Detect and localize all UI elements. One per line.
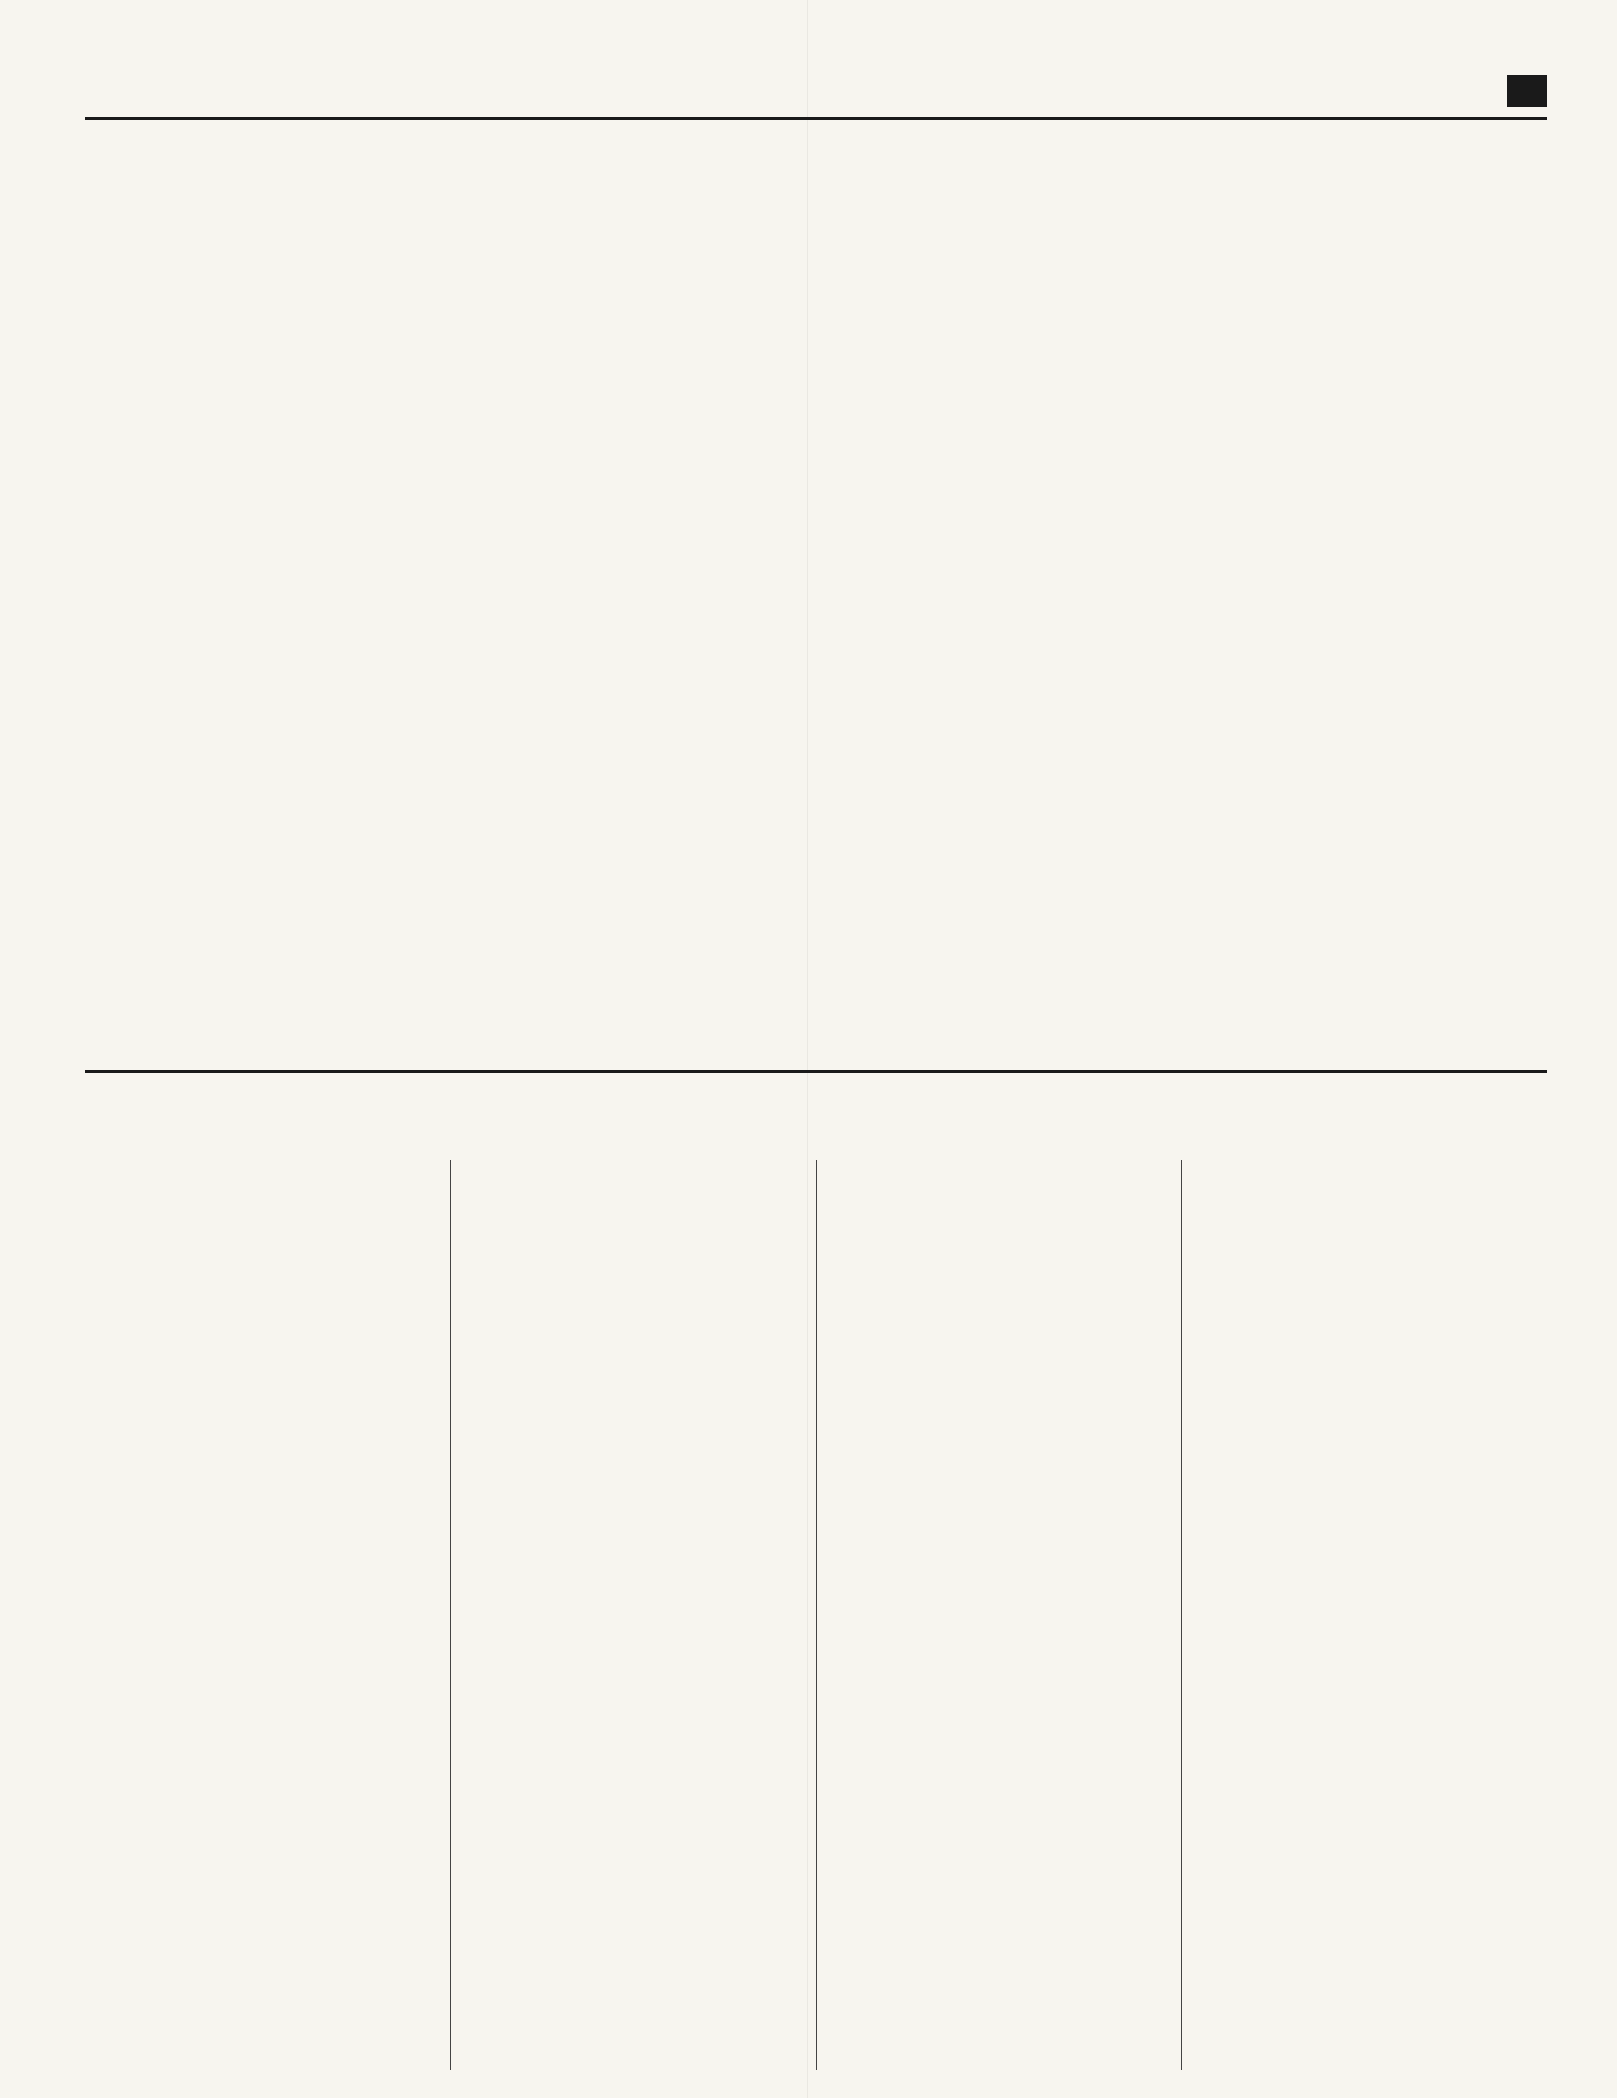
page-number-block	[85, 75, 129, 107]
section-name	[1507, 75, 1547, 107]
results-column	[85, 1160, 450, 2070]
results-columns	[85, 1160, 1547, 2070]
results-column	[1181, 1160, 1547, 2070]
section-rule	[85, 1070, 1547, 1073]
workouts-columns	[85, 312, 1547, 1064]
results-column	[816, 1160, 1182, 2070]
masthead	[85, 75, 1547, 109]
results-column	[450, 1160, 816, 2070]
masthead-rule	[85, 117, 1547, 120]
